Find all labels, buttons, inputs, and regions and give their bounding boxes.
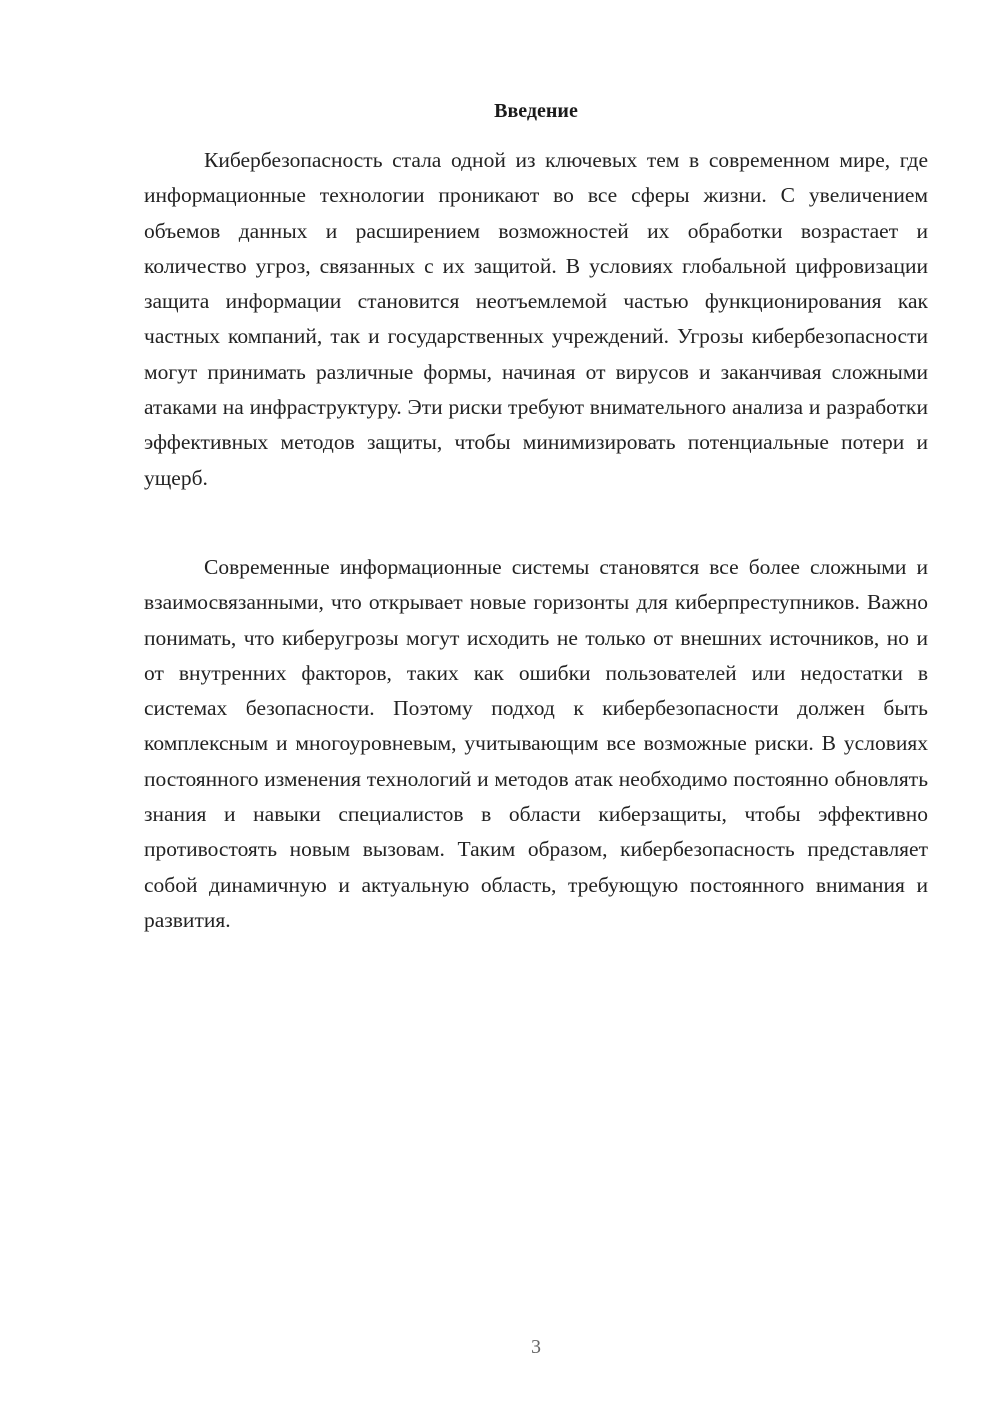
section-heading: Введение [494, 100, 578, 122]
paragraph-1: Кибербезопасность стала одной из ключевых тем в современном мире, где информационные технологии проникают во все сферы жизни. С увеличением объемов данных и расширением возможностей их обработки возрастает и количество угроз, связанных с их защитой. В условиях глобальной цифровизации защита информации становится неотъемлемой частью функционирования как частных компаний, так и государственных учреждений. Угрозы кибербезопасности могут принимать различные формы, начиная от вирусов и заканчивая сложными атаками на инфраструктуру. Эти риски требуют внимательного анализа и разработки эффективных методов защиты, чтобы минимизировать потенциальные потери и ущерб. [144, 148, 928, 490]
page-number: 3 [531, 1336, 541, 1358]
paragraph-2: Современные информационные системы становятся все более сложными и взаимосвязанными, что открывает новые горизонты для киберпреступников. Важно понимать, что киберугрозы могут исходить не только от внешних источников, но и от внутренних факторов, таких как ошибки пользователей или недостатки в системах безопасности. Поэтому подход к кибербезопасности должен быть комплексным и многоуровневым, учитывающим все возможные риски. В условиях постоянного изменения технологий и методов атак необходимо постоянно обновлять знания и навыки специалистов в области киберзащиты, чтобы эффективно противостоять новым вызовам. Таким образом, кибербезопасность представляет собой динамичную и актуальную область, требующую постоянного внимания и развития. [144, 555, 928, 932]
